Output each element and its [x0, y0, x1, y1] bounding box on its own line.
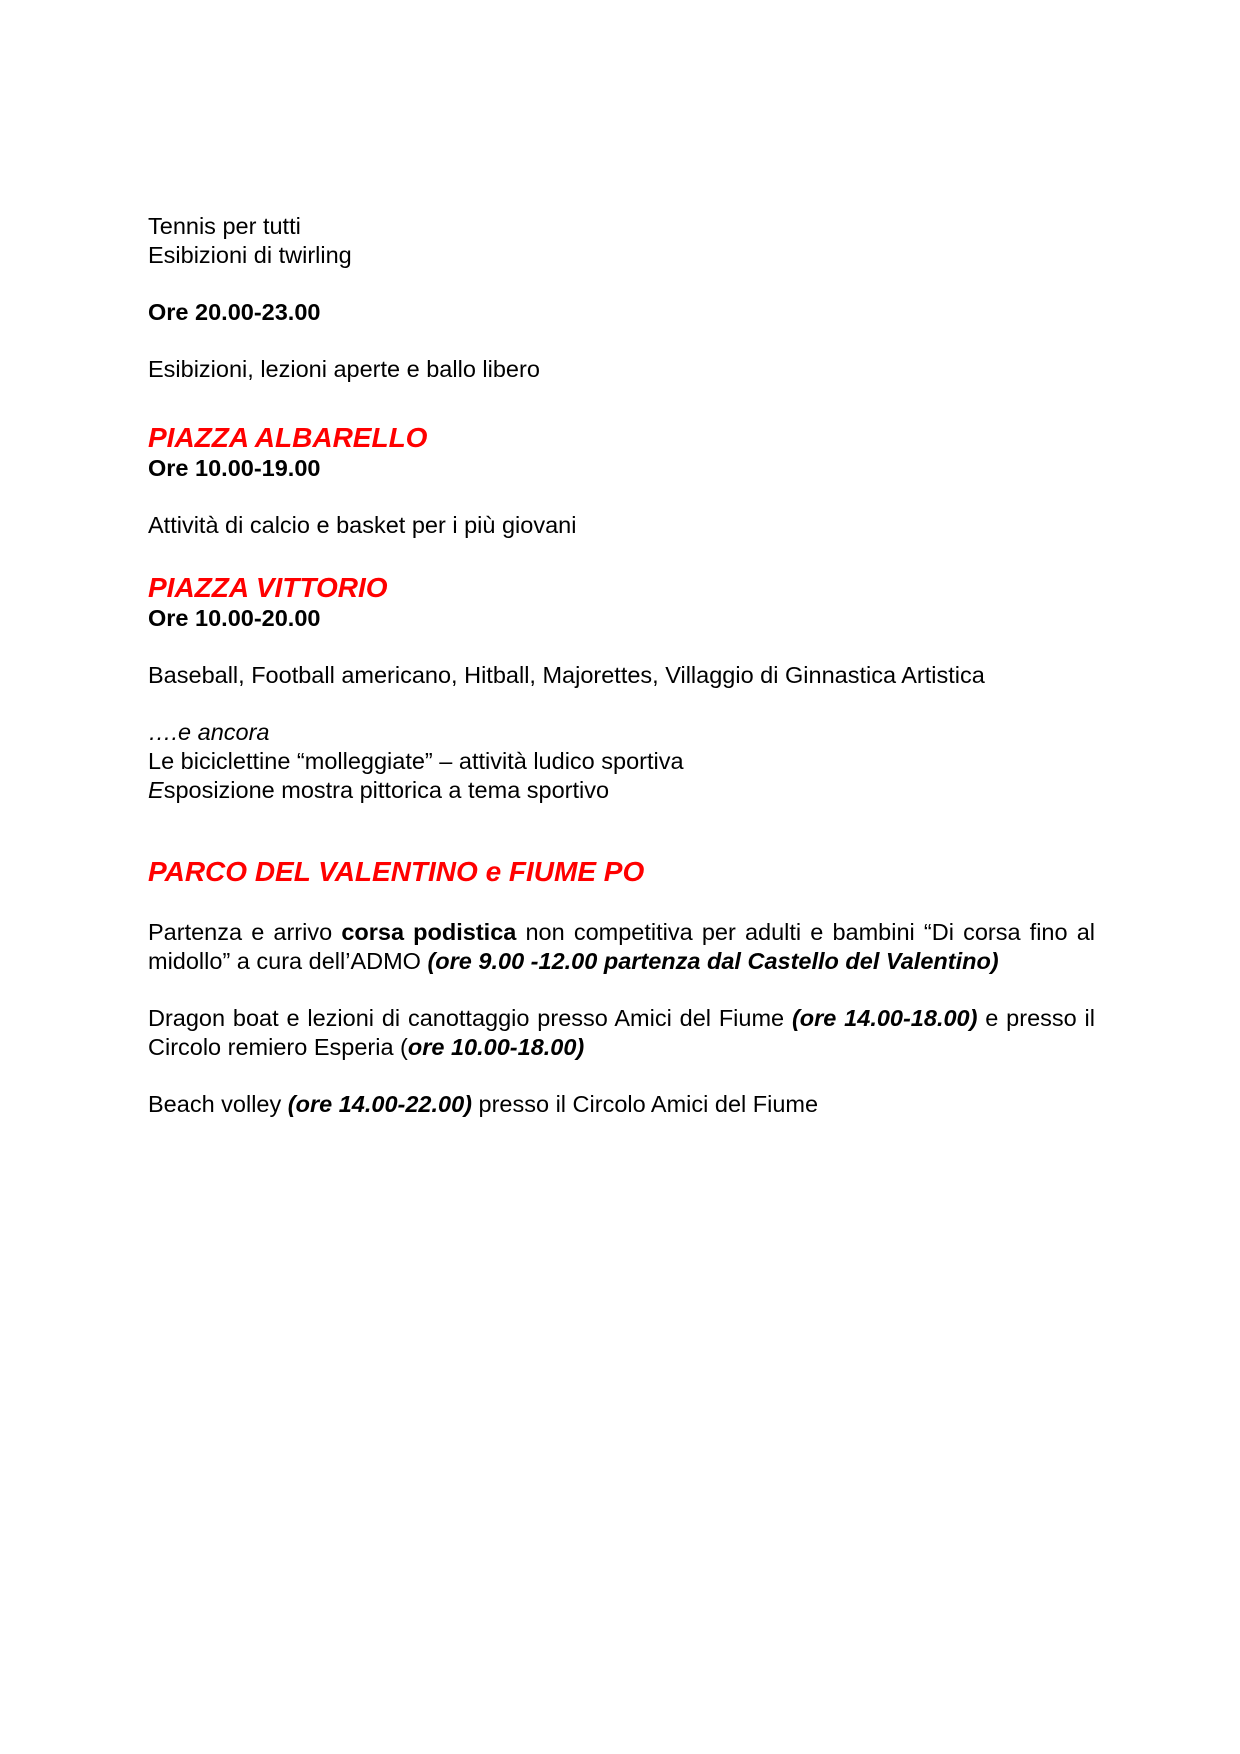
- heading-parco-valentino: PARCO DEL VALENTINO e FIUME PO: [148, 856, 645, 887]
- vittorio-description: Baseball, Football americano, Hitball, Majorettes, Villaggio di Ginnastica Artistica: [148, 662, 985, 688]
- heading-piazza-vittorio: PIAZZA VITTORIO: [148, 572, 388, 603]
- intro-description: Esibizioni, lezioni aperte e ballo libero: [148, 356, 540, 382]
- vittorio-extra-esposizione: [148, 776, 1095, 805]
- dragon-time-1: (ore 14.00-18.00): [791, 1005, 978, 1031]
- albarello-description: Attività di calcio e basket per i più giovani: [148, 512, 577, 538]
- albarello-time: Ore 10.00-19.00: [148, 455, 321, 481]
- document-page: [148, 212, 1095, 1119]
- esposizione-rest: sposizione mostra pittorica a tema sportivo: [163, 777, 610, 803]
- intro-time: Ore 20.00-23.00: [148, 299, 321, 325]
- beach-text-1: Beach volley: [148, 1091, 288, 1117]
- intro-line-tennis: Tennis per tutti: [148, 213, 301, 239]
- dragon-text-1: Dragon boat e lezioni di canottaggio presso Amici del Fiume: [148, 1005, 792, 1031]
- vittorio-time: Ore 10.00-20.00: [148, 605, 321, 631]
- beach-time: (ore 14.00-22.00): [287, 1091, 472, 1117]
- valentino-paragraph-beach-volley: [148, 1090, 1095, 1119]
- valentino-paragraph-corsa: [148, 918, 1095, 976]
- vittorio-ancora: ….e ancora: [148, 719, 270, 745]
- valentino-paragraph-dragon-boat: [148, 1004, 1095, 1062]
- esposizione-initial: E: [148, 777, 164, 803]
- corsa-text-2: non competitiva per adulti e bambini “Di corsa fino al midollo” a cura dell’ADMO: [148, 919, 1095, 974]
- corsa-podistica-bold: corsa podistica: [341, 919, 517, 945]
- intro-line-twirling: Esibizioni di twirling: [148, 242, 352, 268]
- corsa-time-info: (ore 9.00 -12.00 partenza dal Castello del Valentino): [427, 948, 999, 974]
- vittorio-extra-biciclettine: Le biciclettine “molleggiate” – attività ludico sportiva: [148, 748, 684, 774]
- dragon-time-2: ore 10.00-18.00): [407, 1034, 585, 1060]
- dragon-text-2: e presso il Circolo remiero Esperia (: [148, 1005, 1095, 1060]
- beach-text-2: presso il Circolo Amici del Fiume: [471, 1091, 819, 1117]
- heading-piazza-albarello: PIAZZA ALBARELLO: [148, 422, 428, 453]
- corsa-text-1: Partenza e arrivo: [148, 919, 342, 945]
